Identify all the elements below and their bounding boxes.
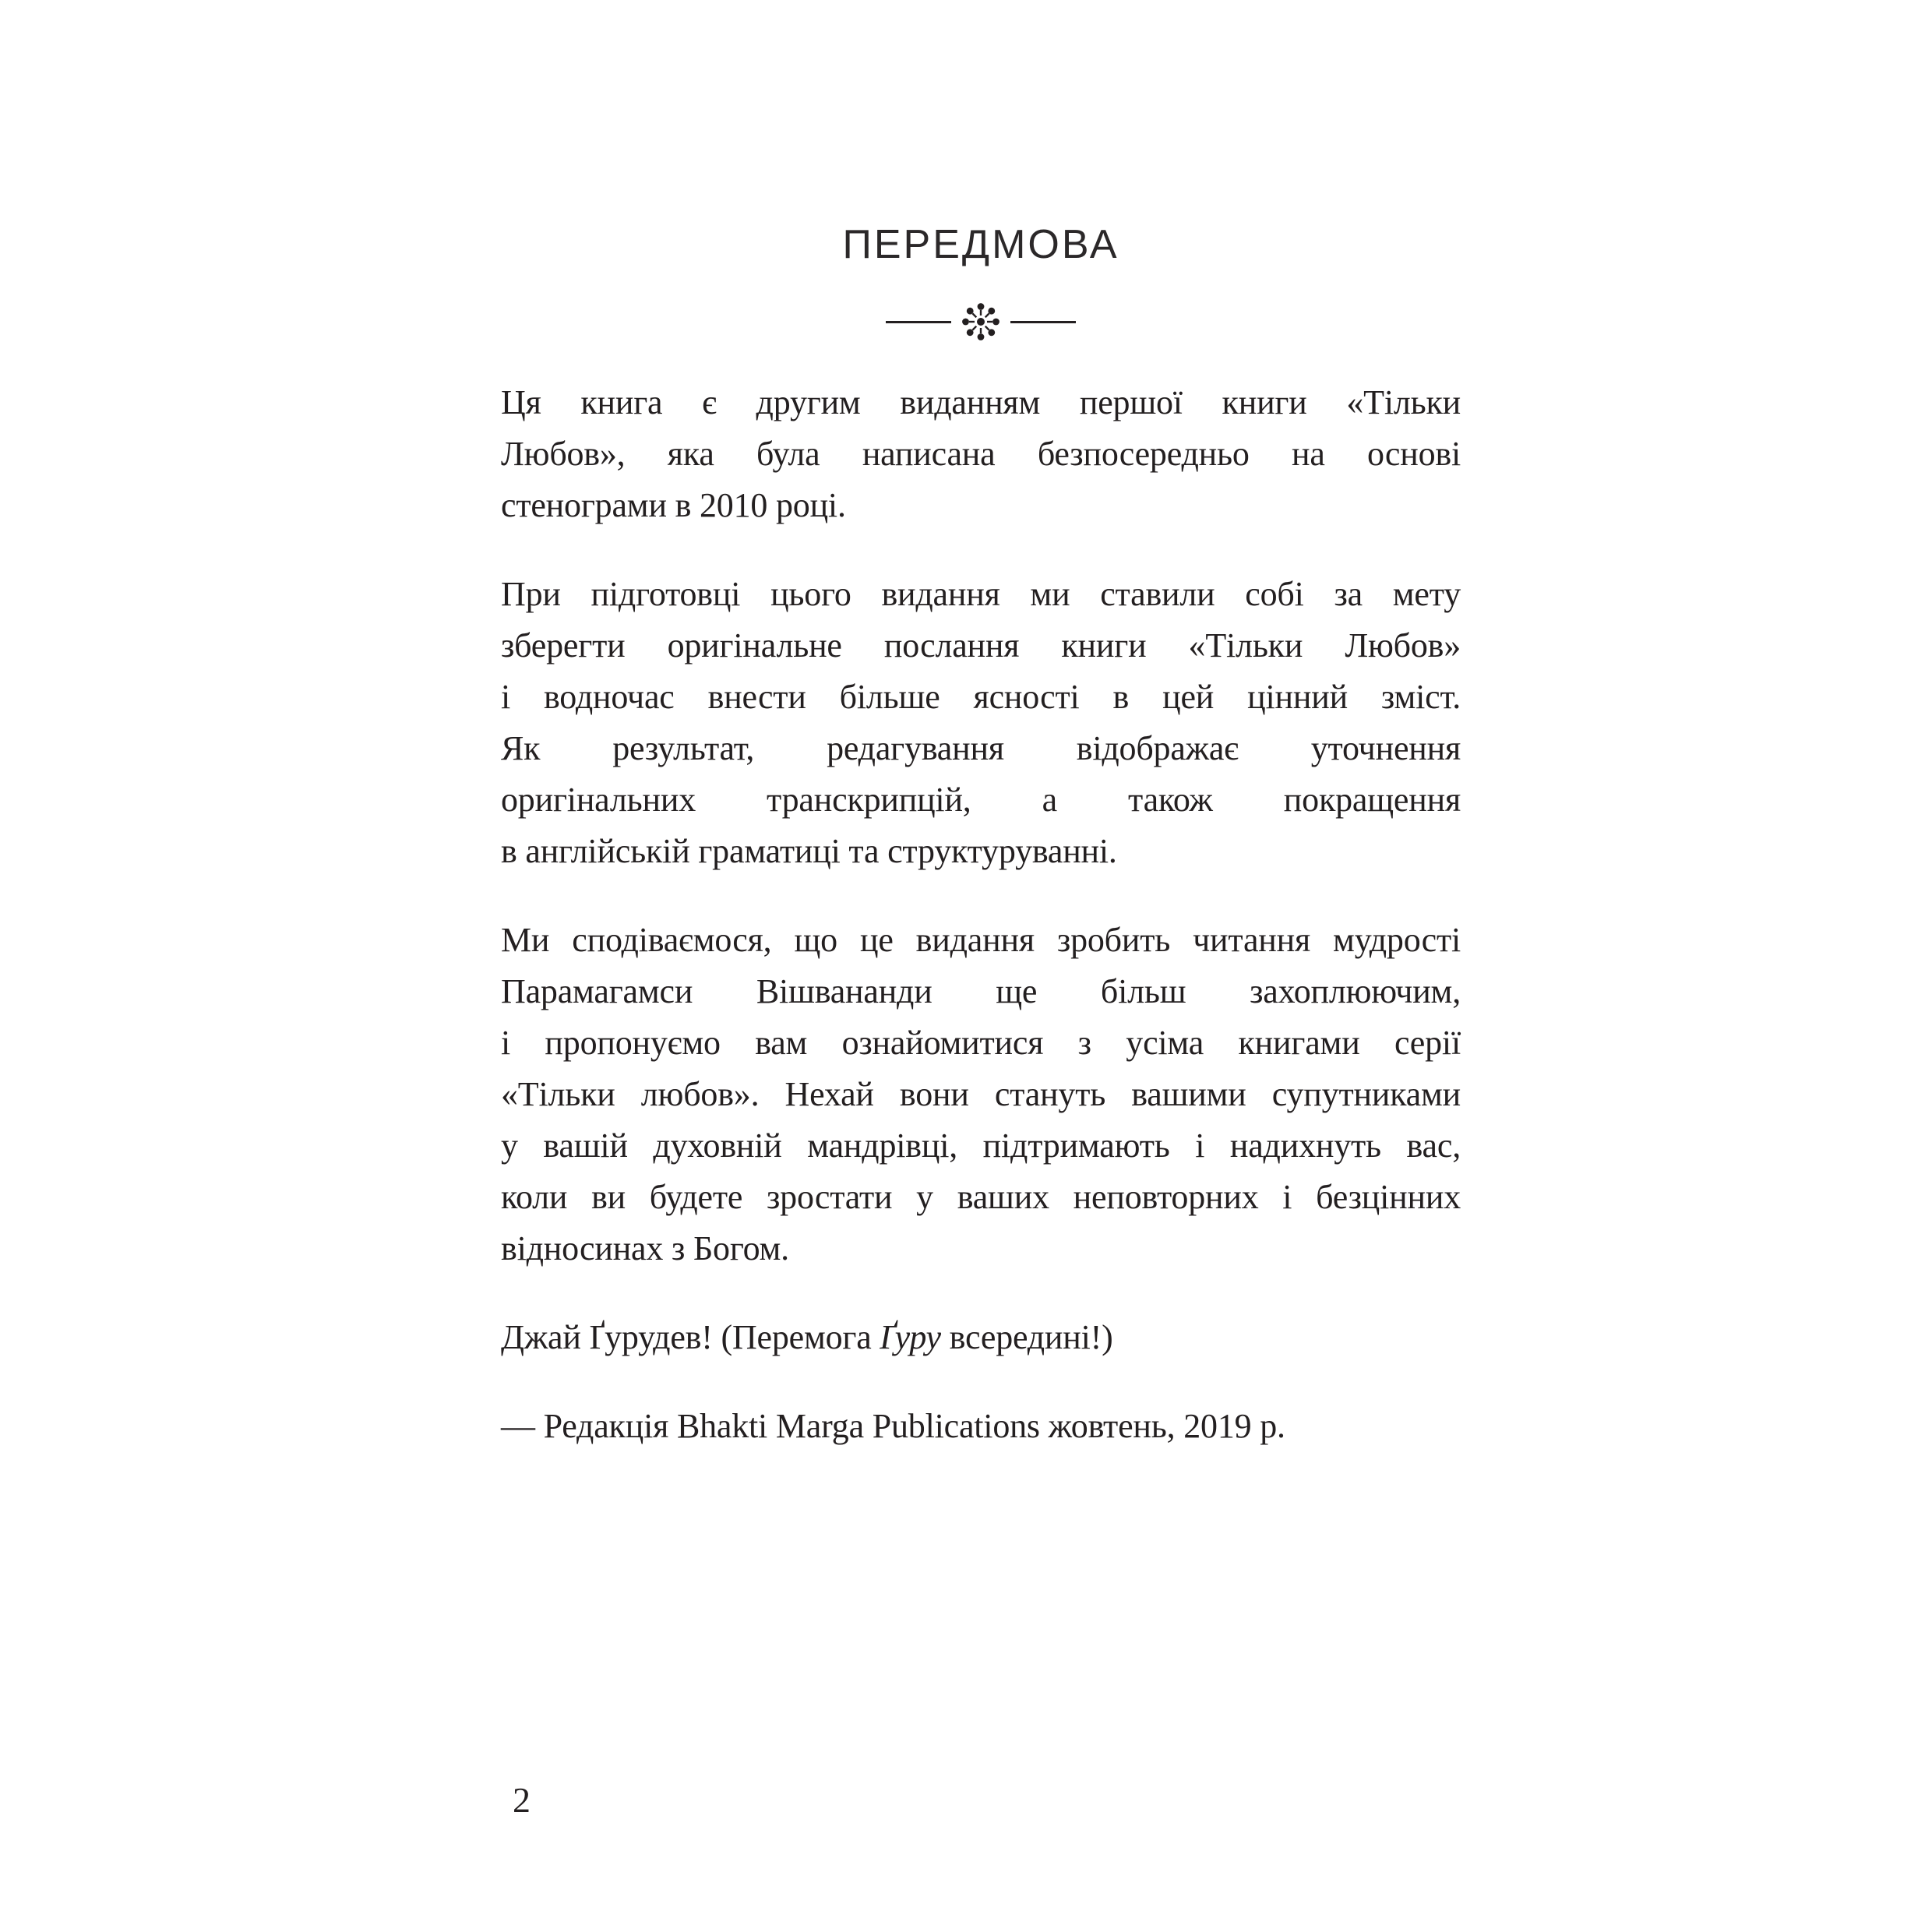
text-line: «Тільки любов». Нехай вони стануть вашими супутниками (501, 1075, 1461, 1113)
text-line: в англійській граматиці та структуруванні. (501, 832, 1117, 870)
body-text (501, 377, 1461, 1274)
section-divider (501, 301, 1461, 342)
text-line: стенограми в 2010 році. (501, 486, 846, 524)
text-line: і пропонуємо вам ознайомитися з усіма книгами серії (501, 1024, 1461, 1062)
signoff-suffix: всередині!) (940, 1318, 1113, 1356)
credit-line: — Редакція Bhakti Marga Publications жовтень, 2019 р. (501, 1407, 1285, 1445)
text-line: відносинах з Богом. (501, 1229, 789, 1267)
text-line: і водночас внести більше ясності в цей цінний зміст. (501, 678, 1461, 716)
paragraph (501, 569, 1461, 877)
text-line: оригінальних транскрипцій, а також покращення (501, 781, 1461, 819)
signoff-line (501, 1312, 1461, 1363)
text-line: у вашій духовній мандрівці, підтримають і надихнуть вас, (501, 1126, 1461, 1165)
page-title: ПЕРЕДМОВА (842, 222, 1119, 267)
divider-line-right (1010, 321, 1076, 323)
starburst-icon (961, 301, 1001, 342)
signoff-prefix: Джай Ґурудев! (Перемога (501, 1318, 880, 1356)
page-number: 2 (513, 1780, 531, 1820)
text-column (501, 0, 1461, 1932)
paragraph (501, 377, 1461, 531)
text-line: зберегти оригінальне послання книги «Тільки Любов» (501, 626, 1461, 665)
text-line: Ця книга є другим виданням першої книги «Тільки (501, 383, 1461, 421)
signoff-italic-term: Ґуру (880, 1318, 941, 1356)
text-line: коли ви будете зростати у ваших неповторних і безцінних (501, 1178, 1461, 1216)
text-line: Як результат, редагування відображає уточнення (501, 729, 1461, 767)
text-line: Ми сподіваємося, що це видання зробить читання мудрості (501, 921, 1461, 959)
text-line: Любов», яка була написана безпосередньо на основі (501, 435, 1461, 473)
divider-line-left (886, 321, 951, 323)
text-line: При підготовці цього видання ми ставили собі за мету (501, 575, 1461, 613)
paragraph (501, 915, 1461, 1274)
text-line: Парамагамси Вішвананди ще більш захоплюючим, (501, 972, 1461, 1010)
